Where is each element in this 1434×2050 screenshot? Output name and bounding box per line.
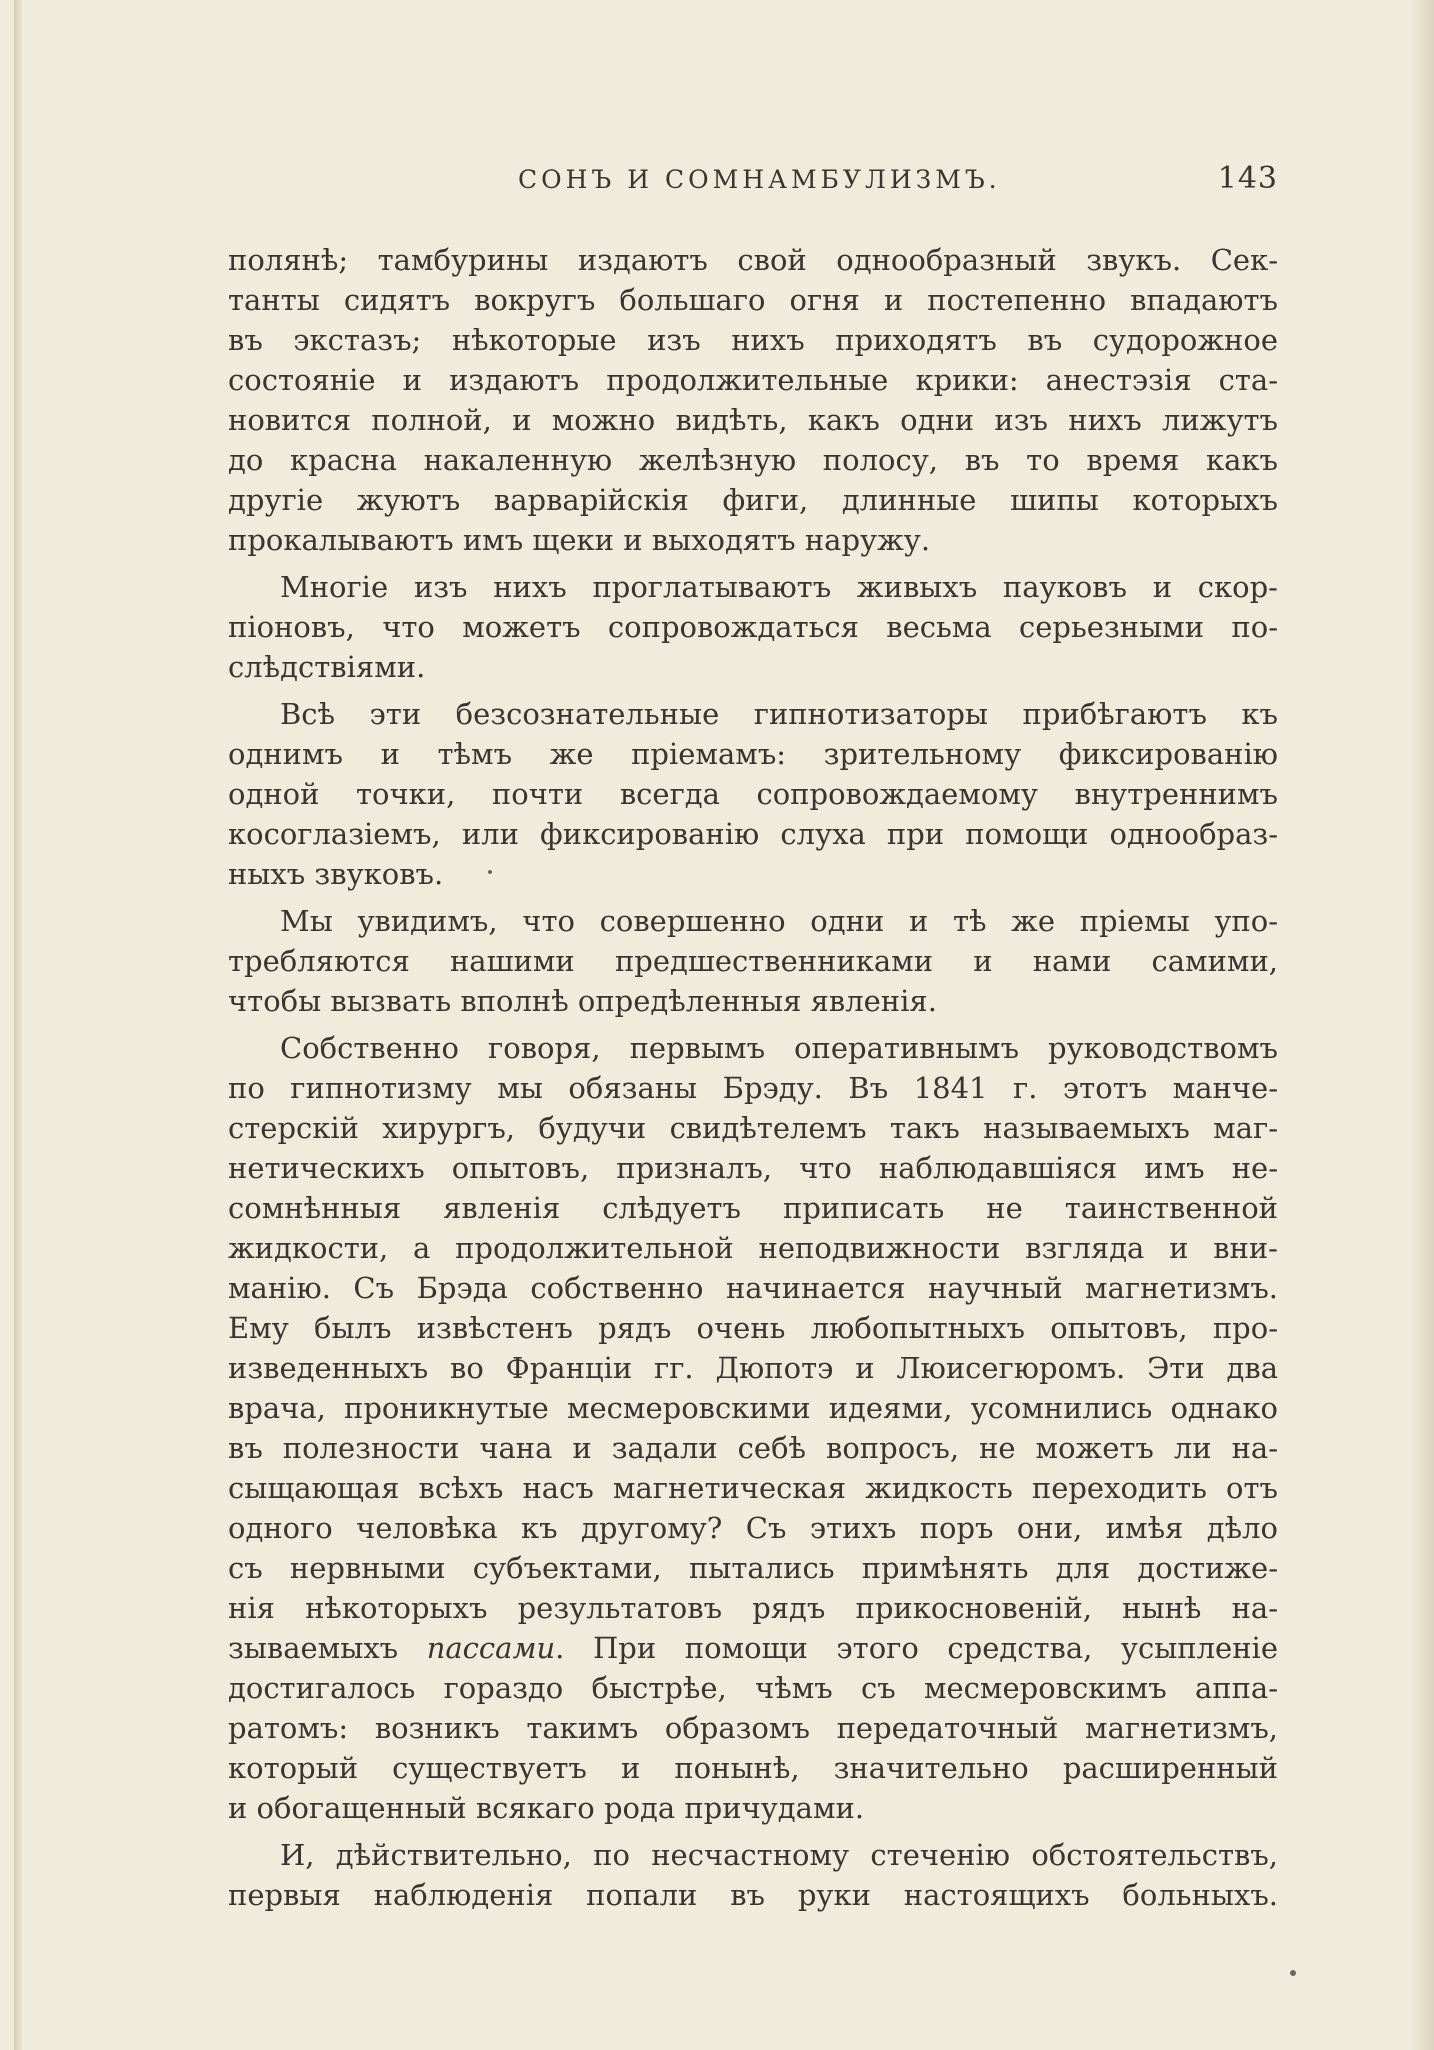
text-line: сыщающая всѣхъ насъ магнетическая жидкость переходить отъ	[228, 1471, 1278, 1505]
text-line: въ экстазъ; нѣкоторые изъ нихъ приходятъ въ судорожное	[228, 323, 1278, 357]
text-line: Собственно говоря, первымъ оперативнымъ руководствомъ	[280, 1031, 1278, 1065]
paragraph	[228, 901, 1278, 1021]
text-line: жидкости, а продолжительной неподвижности взгляда и вни-	[228, 1231, 1278, 1265]
ink-speck	[488, 870, 492, 874]
paragraph	[228, 567, 1278, 687]
text-line: піоновъ, что можетъ сопровождаться весьма серьезными по-	[228, 610, 1278, 644]
running-title: СОНЪ И СОМНАМБУЛИЗМЪ.	[518, 165, 1001, 194]
text-line: и обогащенный всякаго рода причудами.	[228, 1791, 865, 1825]
text-line: И, дѣйствительно, по несчастному стеченію обстоятельствъ,	[280, 1838, 1278, 1872]
text-line: одной точки, почти всегда сопровождаемому внутреннимъ	[228, 777, 1278, 811]
text-line-with-italic	[228, 1628, 1278, 1668]
text-line: другіе жуютъ варварійскія фиги, длинные шипы которыхъ	[228, 483, 1278, 517]
text-line: танты сидятъ вокругъ большаго огня и постепенно впадаютъ	[228, 283, 1278, 317]
text-line: стерскій хирургъ, будучи свидѣтелемъ такъ называемыхъ маг-	[228, 1111, 1278, 1145]
text-line: достигалось гораздо быстрѣе, чѣмъ съ месмеровскимъ аппа-	[228, 1671, 1278, 1705]
text-line: въ полезности чана и задали себѣ вопросъ, не можетъ ли на-	[228, 1431, 1278, 1465]
text-line: по гипнотизму мы обязаны Брэду. Въ 1841 г. этотъ манче-	[228, 1071, 1278, 1105]
text-fragment: . При помощи этого средства, усыпленіе	[555, 1631, 1278, 1665]
text-line: сомнѣнныя явленія слѣдуетъ приписать не таинственной	[228, 1191, 1278, 1225]
page-edge-shadow	[14, 0, 22, 2050]
text-line: Многіе изъ нихъ проглатываютъ живыхъ пауковъ и скор-	[280, 570, 1278, 604]
text-line: слѣдствіями.	[228, 650, 426, 684]
page-edge-right	[1410, 0, 1434, 2050]
text-line: Мы увидимъ, что совершенно одни и тѣ же пріемы упо-	[280, 904, 1278, 938]
paragraph	[228, 1028, 1278, 1828]
text-line: съ нервными субъектами, пытались примѣнять для достиже-	[228, 1551, 1278, 1585]
body-text	[228, 240, 1278, 1915]
text-line: ратомъ: возникъ такимъ образомъ передаточный магнетизмъ,	[228, 1711, 1278, 1745]
text-line: нетическихъ опытовъ, призналъ, что наблюдавшіяся имъ не-	[228, 1151, 1278, 1185]
text-line: Ему былъ извѣстенъ рядъ очень любопытныхъ опытовъ, про-	[228, 1311, 1278, 1345]
text-line: состояніе и издаютъ продолжительные крики: анестэзія ста-	[228, 363, 1278, 397]
text-fragment: зываемыхъ	[228, 1631, 427, 1665]
text-line: требляются нашими предшественниками и нами самими,	[228, 944, 1278, 978]
text-line: чтобы вызвать вполнѣ опредѣленныя явленія.	[228, 984, 937, 1018]
italic-term: пассами	[426, 1631, 556, 1665]
text-line: прокалываютъ имъ щеки и выходятъ наружу.	[228, 523, 931, 557]
text-line: до красна накаленную желѣзную полосу, въ то время какъ	[228, 443, 1278, 477]
text-line: полянѣ; тамбурины издаютъ свой однообразный звукъ. Сек-	[228, 243, 1278, 277]
text-line: нія нѣкоторыхъ результатовъ рядъ прикосновеній, нынѣ на-	[228, 1591, 1278, 1625]
paragraph	[228, 1835, 1278, 1915]
text-line: однимъ и тѣмъ же пріемамъ: зрительному фиксированію	[228, 737, 1278, 771]
text-line: врача, проникнутые месмеровскими идеями, усомнились однако	[228, 1391, 1278, 1425]
text-line: косоглазіемъ, или фиксированію слуха при помощи однообраз-	[228, 817, 1278, 851]
running-head	[228, 161, 1278, 205]
text-line: манію. Съ Брэда собственно начинается научный магнетизмъ.	[228, 1271, 1278, 1305]
text-line: ныхъ звуковъ.	[228, 857, 444, 891]
text-line: который существуетъ и понынѣ, значительно расширенный	[228, 1751, 1278, 1785]
paragraph	[228, 240, 1278, 560]
text-line: Всѣ эти безсознательные гипнотизаторы прибѣгаютъ къ	[280, 697, 1278, 731]
paragraph	[228, 694, 1278, 894]
ink-speck	[1290, 1970, 1296, 1976]
page-number: 143	[1217, 161, 1278, 196]
text-line: первыя наблюденія попали въ руки настоящихъ больныхъ.	[228, 1878, 1278, 1912]
text-line: одного человѣка къ другому? Съ этихъ поръ они, имѣя дѣло	[228, 1511, 1278, 1545]
text-line: изведенныхъ во Франціи гг. Дюпотэ и Люисегюромъ. Эти два	[228, 1351, 1278, 1385]
text-line: новится полной, и можно видѣть, какъ одни изъ нихъ лижутъ	[228, 403, 1278, 437]
